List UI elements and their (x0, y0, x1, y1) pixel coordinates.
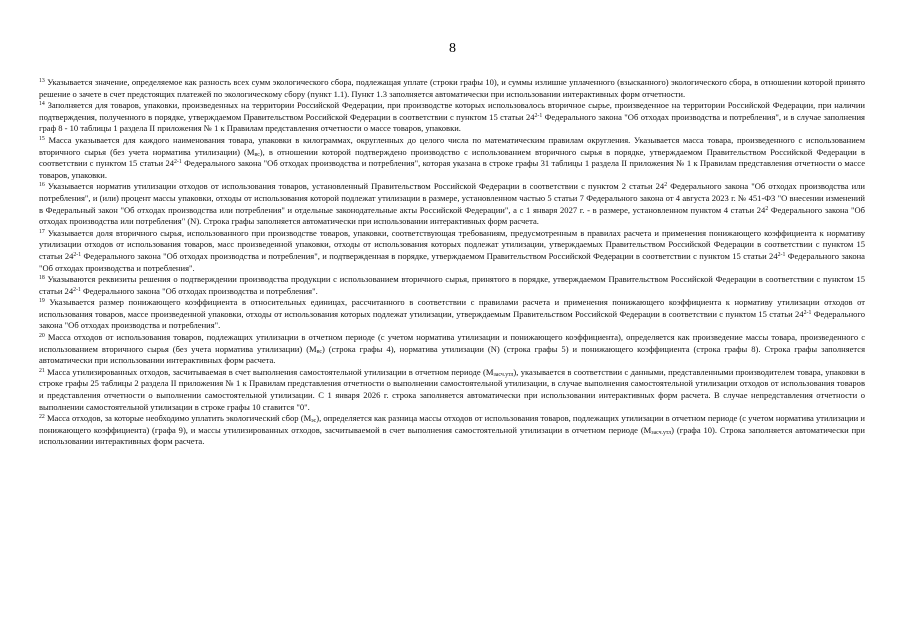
footnote-18 (39, 274, 865, 297)
footnote-number: 17 (39, 228, 45, 235)
footnote-20 (39, 332, 865, 367)
footnote-14 (39, 100, 865, 135)
article-superscript: 2-1 (174, 159, 182, 166)
variable-subscript: вс (316, 348, 322, 355)
footnote-text: Указывается значение, определяемое как разность всех сумм экологического сбора, подлежащая уплате (строки графы 10), и суммы излишне уплаченного (взысканного) экологического сбора, в отношении которой принято решение о зачете в счет предстоящих платежей по экологическому сбору (пункт 1.1). Пункт 1.3 заполняется автоматически при использовании интерактивных форм отчетности. (39, 77, 865, 99)
footnote-text: Федерального закона "Об отходах производства и потребления", которая указана в строке графы 31 таблицы 1 раздела II приложения № 1 к Правилам представления отчетности о массе товаров, упаковки. (39, 158, 865, 180)
article-superscript: 2-1 (73, 286, 81, 293)
footnote-text: Федерального закона "Об отходах производства и потребления", и в случае заполнения граф 8 - 10 таблицы 1 раздела II приложения № 1 к Правилам представления отчетности о массе товаров, упаковки. (39, 111, 865, 134)
footnote-text: Указывается размер понижающего коэффициента в относительных единицах, рассчитанного в соответствии с правилами расчета и применения понижающего коэффициента к нормативу утилизации отходов от использования товаров, массе произведенной упаковки, отходы от использования которых подлежат утилизации, утверждаемым Правительством Российской Федерации в соответствии с пунктом 15 статьи 24 (39, 297, 866, 319)
footnote-22 (39, 413, 865, 448)
footnote-19 (39, 297, 865, 332)
footnote-number: 16 (39, 182, 45, 189)
footnote-21 (39, 367, 865, 413)
footnote-15 (39, 135, 865, 181)
footnote-text: ), указывается в соответствии с данными, представленными производителем товара, упаковки в строке графы 25 таблицы 2 раздела II приложения № 1 к Правилам представления отчетности о выполнении самостоятельной утилизации, в случае выполнения самостоятельной утилизации отходов от использования товаров и представления отчетности о выполнении самостоятельной утилизации. С 1 января 2026 г. строка заполняется автоматически при использовании интерактивных форм расчета. В случае непредставления отчетности о выполнении самостоятельной утилизации в строке графы 10 ставится "0". (39, 366, 865, 412)
footnote-text: Указываются реквизиты решения о подтверждении производства продукции с использованием вторичного сырья, принятого в порядке, утверждаемом Правительством Российской Федерации в соответствии с пунктом 15 статьи 24 (39, 274, 865, 296)
footnotes-section (39, 77, 865, 448)
footnote-text: Масса утилизированных отходов, засчитываемая в счет выполнения самостоятельной утилизации в отчетном периоде (M (47, 366, 494, 377)
article-superscript: 2-1 (534, 112, 543, 119)
footnote-16 (39, 181, 865, 227)
footnote-number: 21 (39, 367, 45, 374)
footnote-number: 20 (39, 333, 45, 340)
footnote-number: 22 (39, 414, 45, 421)
footnote-number: 15 (39, 135, 45, 142)
article-superscript: 2 (765, 205, 769, 212)
footnote-17 (39, 228, 865, 274)
footnote-text: Федерального закона "Об отходах производства и потребления". (39, 308, 865, 331)
footnote-number: 18 (39, 275, 45, 282)
footnote-text: Заполняется для товаров, упаковки, произведенных на территории Российской Федерации, при производстве которых использовалось вторичное сырье, произведенное на территории Российской Федерации, при наличии подтверждения, полученного в порядке, утверждаемом Правительством Российской Федерации в соответствии с пунктом 15 статьи 24 (39, 100, 866, 122)
variable-subscript: эс (311, 418, 317, 425)
page-number: 8 (449, 41, 456, 56)
footnote-text: Федерального закона "Об отходах производства и потребления". (80, 285, 318, 296)
footnote-text: Федерального закона "Об отходах производства и потребления". (39, 250, 865, 273)
variable-subscript: засч.утл (493, 371, 514, 378)
footnote-number: 19 (39, 298, 45, 305)
footnote-text: Федерального закона "Об отходах производства и потребления", и подтвержденная в порядке, утверждаемом Правительством Российской Федерации в соответствии с пунктом 15 статьи 24 (81, 250, 778, 261)
article-superscript: 2 (664, 182, 668, 189)
footnote-number: 14 (39, 101, 45, 108)
footnote-number: 13 (39, 78, 45, 84)
article-superscript: 2-1 (73, 251, 82, 258)
footnote-text: Масса отходов от использования товаров, подлежащих утилизации в отчетном периоде (с учетом норматива утилизации и понижающего коэффициента), определяется как произведение массы товара, произведенного с использованием вторичного сырья (без учета норматива утилизации) (M (39, 332, 865, 354)
footnote-text: Масса указывается для каждого наименования товара, упаковки в килограммах, округленных до целого числа по математическим правилам округления. Указывается масса товара, произведенного с использованием вторичного сырья (без учета норматива утилизации) (M (39, 134, 865, 157)
variable-subscript: засч.утл (651, 429, 672, 436)
footnote-text: Федерального закона "Об отходах производства или потребления", и (или) процент массы упаковки, отходы от использования которой подлежат утилизации в размере, установленном частью 5 статьи 7 Федерального закона от 4 августа 2023 г. № 451-ФЗ "О внесении изменений в Федеральный закон "Об отходах производства или потребления" и отдельные законодательные акты Российской Федерации", а с 1 января 2027 г. - в размере, установленном пунктом 4 статьи 24 (39, 181, 865, 215)
footnote-text: ) (строка графы 4), норматива утилизации (N) (строка графы 5) и понижающего коэффициента (строка графы 8). Строка графы заполняется автоматически при использовании интерактивных форм расчета. (39, 343, 865, 366)
variable-subscript: вс (254, 151, 260, 158)
article-superscript: 2-1 (803, 309, 812, 316)
footnote-text: Федерального закона "Об отходах производства или потребления" (N). Строка графы заполняется автоматически при использовании интерактивных форм расчета. (39, 204, 866, 227)
article-superscript: 2-1 (777, 251, 786, 258)
footnote-text: ) (графа 10). Строка заполняется автоматически при использовании интерактивных форм расчета. (39, 424, 865, 447)
footnote-text: Указывается доля вторичного сырья, использованного при производстве товаров, упаковки, соответствующая требованиям, предусмотренным в правилах расчета и применения понижающего коэффициента к нормативу утилизации отходов от использования товаров, масс произведенной упаковки, отходы от использования которых подлежат утилизации, утверждаемых Правительством Российской Федерации в соответствии с пунктом 15 статьи 24 (39, 227, 865, 261)
footnote-text: ), определяется как разница массы отходов от использования товаров, подлежащих утилизации в отчетном периоде (с учетом норматива утилизации и понижающего коэффициента) (графа 9), и массы утилизированных отходов, засчитываемой в счет выполнения самостоятельной утилизации в отчетном периоде (M (39, 413, 865, 435)
footnote-text: Масса отходов, за которые необходимо уплатить экологический сбор (M (46, 413, 312, 424)
footnote-text: Указывается норматив утилизации отходов от использования товаров, установленный Правительством Российской Федерации в соответствии с пунктом 2 статьи 24 (47, 181, 665, 192)
footnote-13 (39, 77, 865, 100)
footnote-text: ), в отношении которой подтверждено производство с использованием вторичного сырья в порядке, утверждаемом Правительством Российской Федерации в соответствии с пунктом 15 статьи 24 (39, 146, 865, 169)
